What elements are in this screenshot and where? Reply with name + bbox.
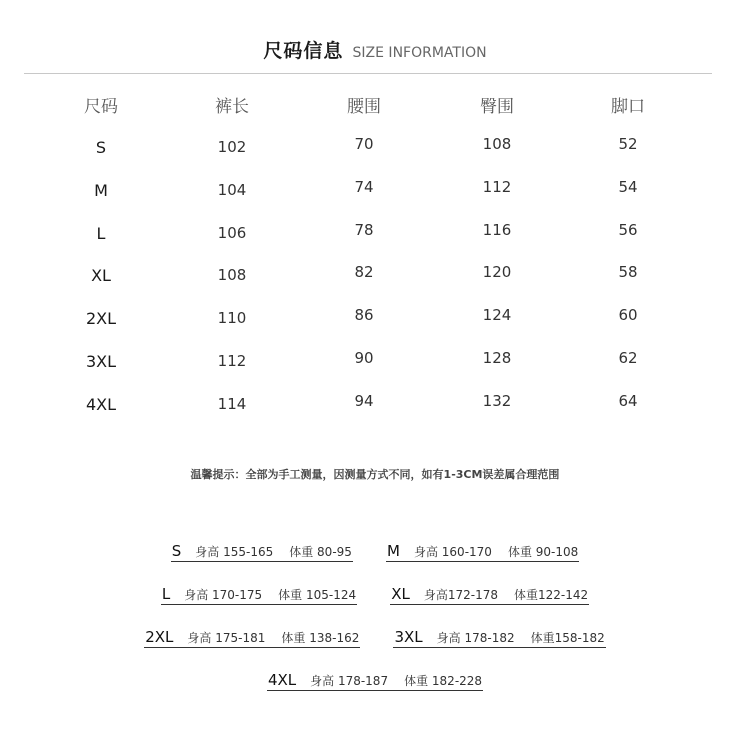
header-size: 尺码 — [84, 97, 118, 117]
reference-entry — [393, 627, 605, 648]
table-cell-size: S — [95, 138, 107, 157]
reference-size: 4XL — [267, 671, 297, 689]
table-cell-length: 114 — [217, 395, 247, 413]
table-cell-hem: 60 — [618, 306, 638, 324]
header-length: 裤长 — [215, 97, 249, 117]
reference-entry — [386, 541, 579, 562]
reference-size: L — [161, 585, 171, 603]
reference-height: 身高 178-182 — [436, 631, 515, 645]
reference-weight: 体重 182-228 — [404, 674, 483, 688]
header-hem: 脚口 — [611, 97, 645, 117]
table-cell-waist: 70 — [354, 135, 374, 153]
table-cell-hip: 108 — [482, 135, 512, 153]
title-english: SIZE INFORMATION — [352, 45, 487, 61]
reference-entry — [161, 584, 357, 605]
page-title — [0, 36, 750, 63]
table-cell-size: L — [96, 224, 106, 243]
table-cell-size: XL — [91, 266, 111, 285]
reference-size: XL — [391, 585, 410, 603]
table-cell-waist: 86 — [354, 306, 374, 324]
table-cell-waist: 78 — [354, 221, 374, 239]
table-cell-length: 110 — [217, 309, 247, 327]
reference-weight: 体重 80-95 — [289, 545, 352, 559]
table-cell-length: 102 — [217, 138, 247, 156]
header-waist: 腰围 — [347, 97, 381, 117]
reference-weight: 体重122-142 — [514, 588, 589, 602]
table-cell-size: M — [94, 181, 108, 200]
table-cell-waist: 90 — [354, 349, 374, 367]
title-chinese: 尺码信息 — [263, 40, 344, 62]
table-cell-waist: 82 — [354, 263, 374, 281]
table-cell-hem: 56 — [618, 221, 638, 239]
header-hip: 臀围 — [480, 97, 514, 117]
reference-weight: 体重 105-124 — [278, 588, 357, 602]
measurement-note: 温馨提示：全部为手工测量，因测量方式不同，如有1-3CM误差属合理范围 — [190, 468, 560, 481]
reference-height: 身高 175-181 — [187, 631, 266, 645]
table-cell-waist: 94 — [354, 392, 374, 410]
table-cell-hip: 132 — [482, 392, 512, 410]
reference-weight: 体重158-182 — [530, 631, 605, 645]
reference-height: 身高 178-187 — [310, 674, 389, 688]
reference-entry — [390, 584, 589, 605]
reference-size: 3XL — [394, 628, 423, 646]
reference-size: S — [171, 542, 182, 560]
table-cell-length: 104 — [217, 181, 247, 199]
table-cell-size: 2XL — [85, 309, 117, 328]
table-cell-hip: 124 — [482, 306, 512, 324]
table-cell-hem: 54 — [618, 178, 638, 196]
table-cell-hem: 58 — [618, 263, 638, 281]
reference-row — [0, 584, 750, 605]
table-cell-size: 3XL — [85, 352, 117, 371]
table-cell-hip: 120 — [482, 263, 512, 281]
table-cell-hip: 116 — [482, 221, 512, 239]
table-cell-waist: 74 — [354, 178, 374, 196]
table-cell-hip: 112 — [482, 178, 512, 196]
table-cell-hem: 64 — [618, 392, 638, 410]
reference-height: 身高172-178 — [423, 588, 499, 602]
reference-height: 身高 160-170 — [413, 545, 492, 559]
table-cell-size: 4XL — [85, 395, 117, 414]
reference-entry — [171, 541, 353, 562]
table-cell-hem: 62 — [618, 349, 638, 367]
table-cell-length: 112 — [217, 352, 247, 370]
reference-row — [0, 670, 750, 691]
table-cell-hip: 128 — [482, 349, 512, 367]
reference-height: 身高 170-175 — [184, 588, 263, 602]
reference-entry — [144, 627, 360, 648]
reference-weight: 体重 138-162 — [281, 631, 360, 645]
reference-row — [0, 541, 750, 562]
reference-entry — [267, 670, 483, 691]
reference-size: 2XL — [145, 628, 174, 646]
table-cell-length: 108 — [217, 266, 247, 284]
reference-row — [0, 627, 750, 648]
table-cell-hem: 52 — [618, 135, 638, 153]
title-divider — [24, 73, 712, 74]
table-cell-length: 106 — [217, 224, 247, 242]
reference-height: 身高 155-165 — [195, 545, 274, 559]
reference-size: M — [387, 542, 400, 560]
reference-weight: 体重 90-108 — [507, 545, 579, 559]
